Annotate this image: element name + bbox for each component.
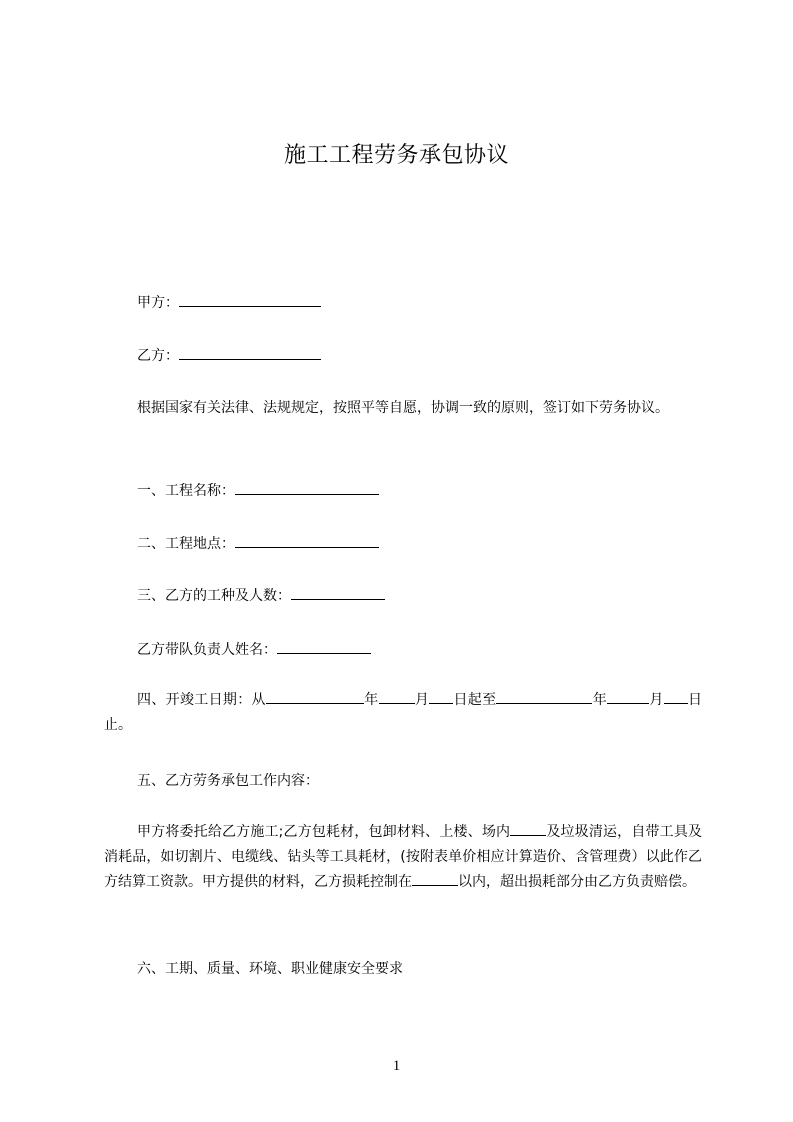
work-content-paragraph [104, 820, 702, 895]
work-content-part1: 甲方将委托给乙方施工;乙方包耗材，包卸材料、上楼、场内 [137, 824, 511, 840]
start-day-text: 日起至 [453, 692, 497, 708]
start-year-text: 年 [363, 692, 379, 708]
page-number: 1 [392, 1058, 401, 1074]
start-day-blank [429, 689, 453, 704]
work-content-part3: 以内，超出损耗部分由乙方负责赔偿。 [458, 874, 696, 890]
document-title: 施工工程劳务承包协议 [283, 143, 509, 168]
party-b-line [137, 345, 321, 366]
project-location-blank [235, 533, 379, 548]
end-day-blank [664, 689, 688, 704]
project-location-line [137, 533, 379, 554]
party-b-label: 乙方： [137, 348, 179, 364]
requirements-heading: 六、工期、质量、环境、职业健康安全要求 [137, 961, 403, 977]
party-a-line [137, 292, 321, 313]
project-name-line [137, 480, 379, 501]
loss-rate-blank [412, 871, 458, 886]
trade-count-line [137, 585, 385, 606]
end-month-text: 月 [649, 692, 664, 708]
end-day-text: 日止。 [104, 692, 703, 733]
project-name-label: 一、工程名称： [137, 483, 235, 499]
project-name-blank [235, 480, 379, 495]
work-content-heading: 五、乙方劳务承包工作内容： [137, 773, 319, 789]
trade-count-blank [291, 585, 385, 600]
party-a-label: 甲方： [137, 295, 179, 311]
schedule-label: 四、开竣工日期：从 [137, 692, 266, 708]
floor-count-blank [510, 821, 546, 836]
leader-name-label: 乙方带队负责人姓名： [137, 642, 277, 658]
trade-count-label: 三、乙方的工种及人数： [137, 588, 291, 604]
party-b-blank [179, 345, 321, 360]
leader-name-line [137, 639, 371, 660]
start-month-blank [379, 689, 415, 704]
work-content-part2: 及垃圾清运，自带工具及消耗品，如切割片、电缆线、钻头等工具耗材，(按附表单价相应计算造价、含管理费）以此作乙方结算工资款。甲方提供的材料，乙方损耗控制在 [104, 824, 703, 890]
party-a-blank [179, 292, 321, 307]
intro-paragraph: 根据国家有关法律、法规规定，按照平等自愿，协调一致的原则，签订如下劳务协议。 [137, 400, 669, 416]
start-month-text: 月 [414, 692, 430, 708]
end-year-blank [496, 689, 592, 704]
leader-name-blank [277, 639, 371, 654]
start-year-blank [266, 689, 364, 704]
schedule-paragraph [104, 688, 702, 738]
end-month-blank [607, 689, 649, 704]
end-year-text: 年 [592, 692, 608, 708]
project-location-label: 二、工程地点： [137, 536, 235, 552]
